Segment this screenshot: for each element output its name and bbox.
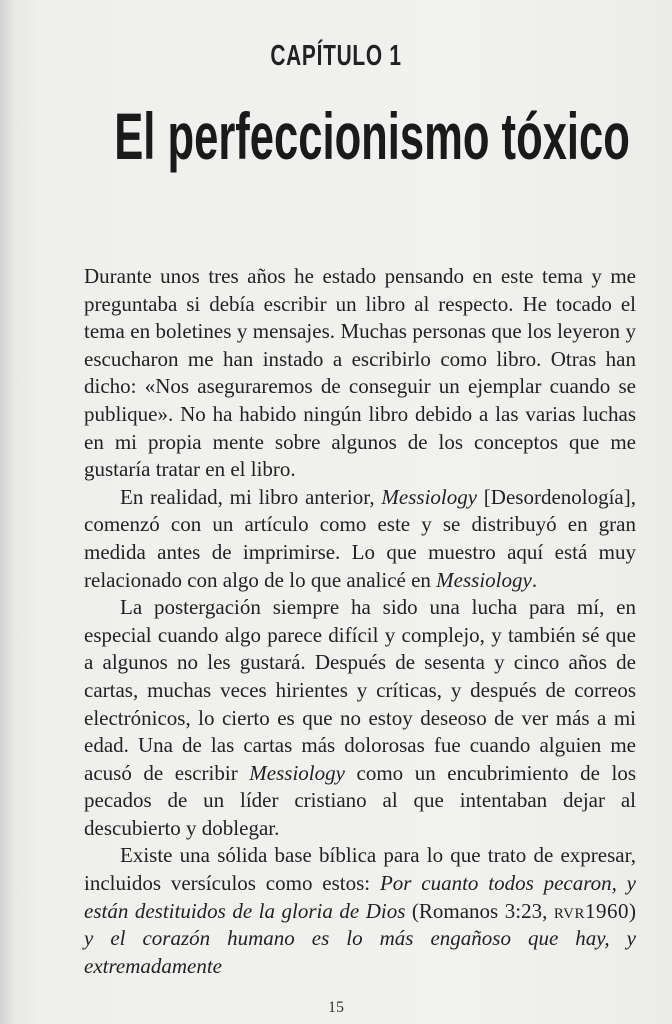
paragraph-3-text: La postergación siempre ha sido una lucha para mí, en especial cuando algo parece difícil y complejo, y también sé que a algunos no les gustará. Después de sesenta y cinco años de cartas, muchas veces hirientes y críticas, y después de correos electrónicos, lo cierto es que no estoy deseoso de ver más a mi edad. Una de las cartas más dolorosas fue cuando alguien me acusó de escribir (84, 595, 636, 785)
body-text (84, 263, 636, 980)
chapter-label: CAPÍTULO 1 (270, 40, 402, 72)
paragraph-2 (84, 484, 636, 594)
paragraph-3 (84, 594, 636, 842)
paragraph-4-text: Existe una sólida base bíblica para lo que trato de expresar, incluidos versículos como estos: (84, 843, 636, 896)
book-title-italic: Messiology (436, 567, 532, 592)
book-title-italic: Messiology (249, 760, 345, 785)
paragraph-2-text: . (531, 567, 538, 592)
paragraph-1-text: Durante unos tres años he estado pensando en este tema y me preguntaba si debía escribir un libro al respecto. He tocado el tema en boletines y mensajes. Muchas personas que los leyeron y escucharon me han instado a escribirlo como libro. Otras han dicho: «Nos aseguraremos de conseguir un ejemplar cuando se publique». No ha habido ningún libro debido a las varias luchas en mi propia mente sobre algunos de los conceptos que me gustaría tratar en el libro. (84, 264, 636, 482)
paragraph-2-text: En realidad, mi libro anterior, (120, 484, 382, 509)
chapter-title: El perfeccionismo tóxico (114, 99, 630, 173)
book-title-italic: Messiology (381, 484, 478, 509)
page-number: 15 (328, 999, 344, 1016)
bible-version-smallcaps: rvr1960 (553, 898, 629, 923)
paragraph-1 (84, 263, 636, 484)
paragraph-4 (84, 842, 636, 980)
paragraph-4-text: (Romanos 3:23, (405, 898, 554, 923)
bible-quote-italic: Por cuanto todos pecaron, y están destituidos de la gloria de Dios (84, 871, 636, 923)
paragraph-2-text: [Desordenología], comenzó con un artículo como este y se distribuyó en gran medida antes de imprimirse. Lo que muestro aquí está muy relacionado con algo de lo que analicé en (84, 484, 636, 592)
bible-quote-italic: y el corazón humano es lo más engañoso que hay, y extremadamente (84, 926, 636, 978)
paragraph-3-text: como un encubrimiento de los pecados de un líder cristiano al que intentaban dejar al descubierto y doblegar. (84, 760, 636, 840)
paragraph-4-text: ) (629, 898, 636, 923)
